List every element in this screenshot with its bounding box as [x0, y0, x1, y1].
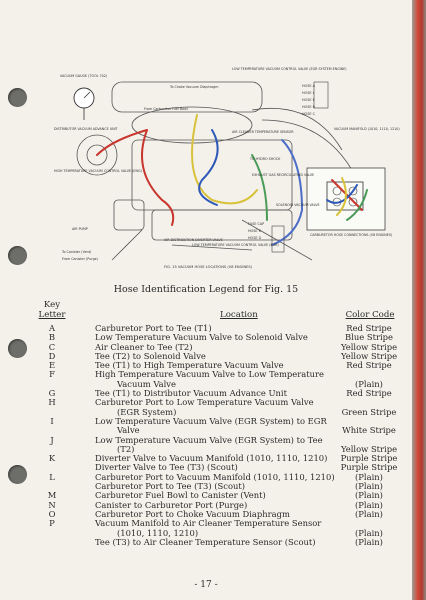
key-letter: M — [47, 490, 57, 501]
location-line: Carburetor Fuel Bowl to Canister (Vent) — [95, 490, 266, 501]
location-line: Carburetor Port to Vacuum Manifold (1010, 1110, 1210) — [95, 471, 335, 482]
binder-hole — [8, 88, 27, 107]
legend-title: Hose Identification Legend for Fig. 15 — [113, 284, 299, 295]
color-code: (Plain) — [355, 508, 383, 519]
label-ltv-bottom: LOW TEMPERATURE VACUUM CONTROL VALVE (EGR) — [192, 243, 279, 247]
color-code: Purple Stripe — [340, 453, 398, 464]
hose-location — [95, 398, 330, 417]
key-letter: G — [48, 388, 56, 399]
location-line: Low Temperature Vacuum Valve (EGR System) to Tee — [95, 434, 323, 445]
location-line: Low Temperature Vacuum Valve (EGR System) to EGR — [95, 415, 327, 426]
key-letter: N — [48, 499, 56, 510]
key-letter: J — [50, 434, 54, 445]
location-line: (EGR System) — [117, 406, 177, 417]
location-line: Vacuum Manifold to Air Cleaner Temperature Sensor — [95, 518, 322, 529]
label-vacuum-gauge: VACUUM GAUGE (TOOL 702) — [60, 74, 108, 78]
color-code: (Plain) — [355, 527, 383, 538]
label-fuse-cap: FUSE CAP — [248, 222, 265, 226]
hose-location — [95, 417, 330, 436]
color-code: Red Stripe — [346, 360, 392, 371]
location-line: Diverter Valve to Tee (T3) (Scout) — [95, 462, 238, 473]
hose-a-tag: HOSE A — [302, 84, 315, 88]
location-line: (1010, 1110, 1210) — [117, 527, 199, 538]
location-line: Canister to Carburetor Port (Purge) — [95, 499, 248, 510]
label-to-choke: To Choke Vacuum Diaphragm — [170, 85, 219, 89]
label-solenoid: SOLENOID VACUUM VALVE — [276, 203, 320, 207]
vacuum-gauge-icon — [74, 88, 94, 120]
key-letter: A — [48, 323, 56, 333]
legend-table — [0, 324, 412, 547]
location-line: Tee (T1) to High Temperature Vacuum Valve — [95, 360, 284, 371]
color-code: Purple Stripe — [340, 462, 398, 473]
header-color-code: Color Code — [345, 310, 395, 320]
key-letter: F — [49, 369, 55, 380]
binder-edge — [412, 0, 426, 600]
key-letter: P — [49, 518, 55, 529]
hose-location — [95, 370, 330, 389]
label-vac-manifold: VACUUM MANIFOLD (1010, 1110, 1210) — [334, 127, 400, 131]
location-line: Valve — [117, 425, 140, 436]
location-line: Tee (T1) to Distributor Vacuum Advance Unit — [95, 388, 287, 399]
location-line: Carburetor Port to Low Temperature Vacuum Valve — [95, 397, 314, 408]
header-key-letter — [30, 300, 74, 320]
hose-c-tag: HOSE C — [302, 112, 315, 116]
vacuum-hose-diagram — [52, 60, 402, 272]
location-line: High Temperature Vacuum Valve to Low Temperature — [95, 369, 324, 380]
location-line: Tee (T3) to Air Cleaner Temperature Sensor (Scout) — [95, 536, 316, 547]
location-line: (T2) — [117, 443, 135, 454]
label-diverter: AIR DISTRIBUTION DIVERTER VALVE — [164, 238, 223, 242]
location-line: Air Cleaner to Tee (T2) — [95, 341, 193, 352]
label-canister: To Canister (Vent) — [62, 250, 92, 254]
key-letter: H — [48, 397, 56, 408]
label-ltv-top: LOW TEMPERATURE VACUUM CONTROL VALVE (EGR SYSTEM ENGINE) — [232, 67, 347, 71]
page-number: - 17 - — [194, 580, 218, 590]
hose-l-tag: HOSE L — [302, 91, 315, 95]
hose-location — [95, 538, 330, 547]
label-hydro: TO HYDRO SHOCK — [250, 157, 281, 161]
key-letter: K — [48, 453, 56, 464]
table-row — [0, 417, 412, 436]
table-row — [0, 436, 412, 455]
color-code: (Plain) — [355, 536, 383, 547]
hose-location — [95, 436, 330, 455]
label-air-cleaner-sensor: AIR CLEANER TEMPERATURE SENSOR — [232, 130, 294, 134]
key-letter: I — [50, 415, 54, 426]
color-code: Yellow Stripe — [340, 350, 398, 361]
key-letter: B — [48, 332, 56, 343]
color-code: Blue Stripe — [345, 332, 393, 343]
binder-hole — [8, 246, 27, 265]
header-location: Location — [220, 310, 258, 320]
label-air-pump: AIR PUMP — [72, 227, 88, 231]
table-row — [0, 519, 412, 538]
label-high-temp-valve: HIGH TEMPERATURE VACUUM CONTROL VALVE (ENG) — [54, 169, 142, 173]
color-code: (Plain) — [355, 499, 383, 510]
location-line: Vacuum Valve — [117, 378, 176, 389]
table-row — [0, 538, 412, 547]
header-letter: Letter — [38, 310, 66, 320]
color-code: Red Stripe — [346, 323, 392, 333]
table-row — [0, 370, 412, 389]
color-code: Red Stripe — [346, 388, 392, 399]
color-code: Green Stripe — [341, 406, 397, 417]
color-code: (Plain) — [355, 490, 383, 501]
label-carb-connections: CARBURETOR HOSE CONNECTIONS (V8 ENGINES) — [310, 233, 393, 237]
label-dist-adv: DISTRIBUTOR VACUUM ADVANCE UNIT — [54, 127, 118, 131]
key-letter: O — [48, 508, 56, 519]
figure-caption: FIG. 15 VACUUM HOSE LOCATIONS (V8 ENGINES) — [164, 265, 253, 269]
color-code: (Plain) — [355, 378, 383, 389]
hose-k-tag: HOSE K — [248, 229, 261, 233]
table-row — [0, 398, 412, 417]
hose-g-tag: HOSE G — [248, 236, 262, 240]
hose-e-tag: HOSE E — [302, 98, 315, 102]
location-line: Carburetor Port to Choke Vacuum Diaphragm — [95, 508, 290, 519]
color-code: (Plain) — [355, 481, 383, 492]
color-code: Yellow Stripe — [340, 341, 398, 352]
location-line: Low Temperature Vacuum Valve to Solenoid Valve — [95, 332, 308, 343]
key-letter: D — [48, 350, 56, 361]
location-line: Diverter Valve to Vacuum Manifold (1010, 1110, 1210) — [95, 453, 328, 464]
label-egr-valve: EXHAUST GAS RECIRCULATING VALVE — [252, 173, 315, 177]
key-letter: C — [48, 341, 56, 352]
color-code: Yellow Stripe — [340, 443, 398, 454]
header-key: Key — [43, 300, 61, 310]
location-line: Tee (T2) to Solenoid Valve — [95, 350, 206, 361]
location-line: Carburetor Port to Tee (T1) — [95, 323, 212, 333]
key-letter: L — [49, 471, 55, 482]
location-line: Carburetor Port to Tee (T3) (Scout) — [95, 481, 246, 492]
color-code: White Stripe — [342, 425, 396, 436]
color-code: (Plain) — [355, 471, 383, 482]
hose-location — [95, 519, 330, 538]
key-letter: E — [48, 360, 56, 371]
hose-b-tag: HOSE B — [302, 105, 315, 109]
label-purge: From Canister (Purge) — [62, 257, 98, 261]
label-fuel-bowl: From Carburetor Fuel Bowl — [144, 107, 188, 111]
